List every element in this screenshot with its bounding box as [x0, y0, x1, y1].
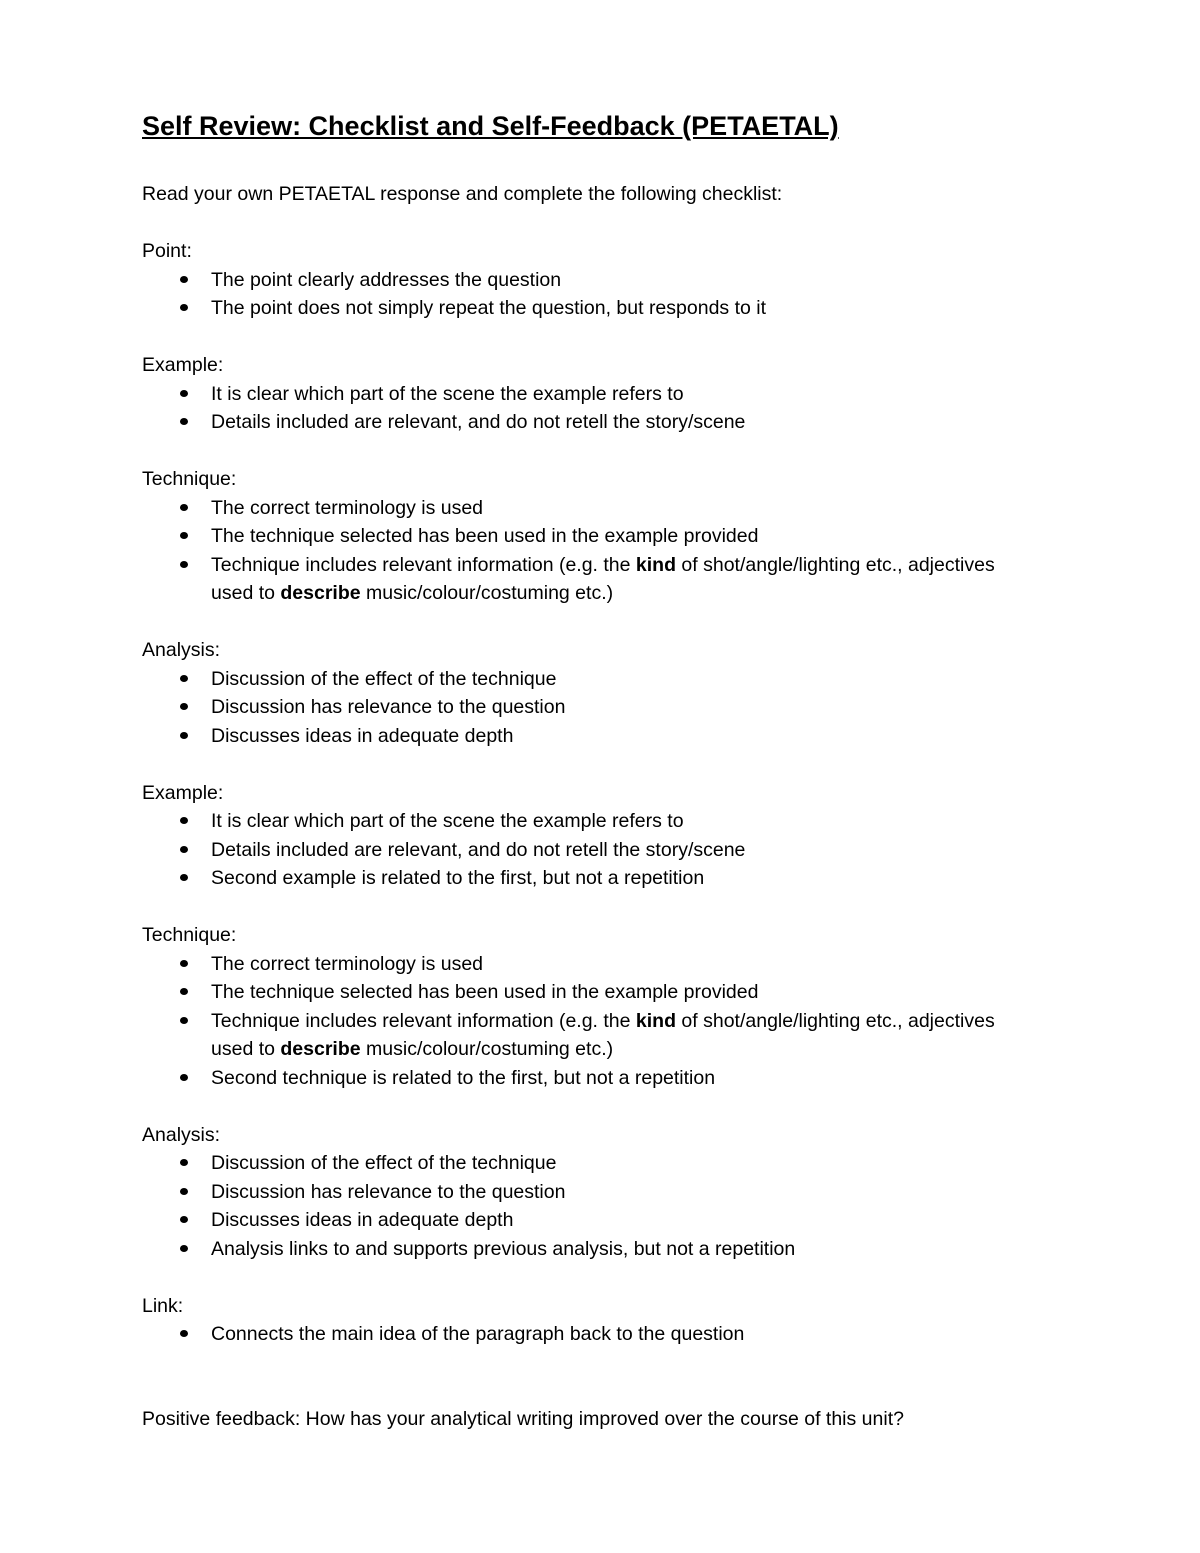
checklist-item	[142, 693, 1042, 722]
item-text: The point clearly addresses the question	[211, 268, 562, 291]
checklist	[142, 807, 1042, 893]
item-text: music/colour/costuming etc.)	[360, 582, 614, 604]
bullet-icon	[180, 960, 188, 967]
intro-text: Read your own PETAETAL response and complete the following checklist:	[142, 183, 783, 205]
emphasis-text: describe	[280, 582, 361, 604]
checklist-item	[142, 1235, 1042, 1264]
bullet-icon	[180, 1188, 188, 1195]
bullet-icon	[180, 1330, 188, 1337]
checklist-item	[142, 494, 1042, 523]
checklist-item	[142, 978, 1042, 1007]
bullet-icon	[180, 561, 188, 568]
item-text: Details included are relevant, and do not retell the story/scene	[211, 838, 746, 861]
feedback-prompt: Positive feedback: How has your analytical writing improved over the course of this unit?	[142, 1407, 904, 1430]
checklist	[142, 266, 1042, 323]
section-heading: Link:	[142, 1294, 184, 1317]
checklist-item	[142, 950, 1042, 979]
page-title: Self Review: Checklist and Self-Feedback (PETAETAL)	[142, 111, 839, 141]
bullet-icon	[180, 276, 188, 283]
bullet-icon	[180, 846, 188, 853]
item-text: It is clear which part of the scene the example refers to	[211, 382, 684, 405]
item-text: The point does not simply repeat the question, but responds to it	[211, 297, 767, 319]
item-text: of shot/angle/lighting etc., adjectives used to	[211, 1009, 995, 1060]
item-text: The correct terminology is used	[211, 952, 484, 975]
bullet-icon	[180, 504, 188, 511]
bullet-icon	[180, 418, 188, 425]
checklist-section	[142, 779, 1042, 893]
checklist-item	[142, 551, 1042, 608]
item-text: Second technique is related to the first, but not a repetition	[211, 1066, 716, 1089]
section-heading: Analysis:	[142, 639, 221, 661]
section-heading: Technique:	[142, 924, 237, 946]
checklist-section	[142, 351, 1042, 437]
checklist	[142, 494, 1042, 608]
item-text: Details included are relevant, and do not retell the story/scene	[211, 411, 746, 433]
bullet-icon	[180, 1017, 188, 1024]
checklist	[142, 1320, 1042, 1349]
checklist-section	[142, 921, 1042, 1092]
checklist-sections	[142, 237, 1042, 1349]
checklist-item	[142, 294, 1042, 323]
bullet-icon	[180, 732, 188, 739]
checklist	[142, 380, 1042, 437]
item-text: Discussion of the effect of the technique	[211, 667, 557, 690]
item-text: Discusses ideas in adequate depth	[211, 724, 514, 747]
checklist-section	[142, 1121, 1042, 1264]
bullet-icon	[180, 304, 188, 311]
item-text: Discussion has relevance to the question	[211, 1180, 566, 1203]
checklist-item	[142, 1320, 1042, 1349]
checklist-item	[142, 1206, 1042, 1235]
bullet-icon	[180, 390, 188, 397]
item-text: The technique selected has been used in the example provided	[211, 981, 759, 1003]
checklist-item	[142, 836, 1042, 865]
checklist-item	[142, 1149, 1042, 1178]
checklist	[142, 1149, 1042, 1263]
bullet-icon	[180, 1074, 188, 1081]
item-text: The technique selected has been used in the example provided	[211, 525, 759, 547]
bullet-icon	[180, 675, 188, 682]
checklist-item	[142, 722, 1042, 751]
checklist-item	[142, 522, 1042, 551]
checklist-item	[142, 1007, 1042, 1064]
checklist	[142, 950, 1042, 1093]
section-heading: Point:	[142, 240, 192, 262]
checklist-item	[142, 665, 1042, 694]
bullet-icon	[180, 532, 188, 539]
checklist	[142, 665, 1042, 751]
checklist-item	[142, 380, 1042, 409]
checklist-item	[142, 266, 1042, 295]
item-text: Second example is related to the first, but not a repetition	[211, 867, 705, 889]
bullet-icon	[180, 1216, 188, 1223]
document-page	[142, 108, 1042, 1453]
item-text: Analysis links to and supports previous analysis, but not a repetition	[211, 1237, 796, 1260]
item-text: Connects the main idea of the paragraph back to the question	[211, 1323, 745, 1345]
checklist-section	[142, 465, 1042, 608]
item-text: Discusses ideas in adequate depth	[211, 1209, 514, 1231]
emphasis-text: kind	[635, 553, 677, 576]
checklist-item	[142, 408, 1042, 437]
checklist-item	[142, 1064, 1042, 1093]
bullet-icon	[180, 1245, 188, 1252]
item-text: Technique includes relevant information (e.g. the	[211, 553, 636, 576]
section-heading: Analysis:	[142, 1123, 221, 1146]
checklist-item	[142, 864, 1042, 893]
checklist-section	[142, 1292, 1042, 1349]
item-text: The correct terminology is used	[211, 496, 484, 519]
item-text: It is clear which part of the scene the example refers to	[211, 810, 684, 832]
item-text: Discussion has relevance to the question	[211, 696, 566, 718]
checklist-item	[142, 807, 1042, 836]
emphasis-text: describe	[280, 1038, 361, 1060]
section-heading: Example:	[142, 354, 224, 376]
item-text: music/colour/costuming etc.)	[360, 1038, 614, 1060]
emphasis-text: kind	[635, 1009, 677, 1032]
section-heading: Example:	[142, 781, 224, 804]
item-text: of shot/angle/lighting etc., adjectives used to	[211, 553, 995, 604]
bullet-icon	[180, 1159, 188, 1166]
bullet-icon	[180, 817, 188, 824]
bullet-icon	[180, 703, 188, 710]
checklist-section	[142, 636, 1042, 750]
item-text: Discussion of the effect of the technique	[211, 1152, 557, 1174]
checklist-section	[142, 237, 1042, 323]
checklist-item	[142, 1178, 1042, 1207]
bullet-icon	[180, 988, 188, 995]
item-text: Technique includes relevant information (e.g. the	[211, 1009, 636, 1032]
bullet-icon	[180, 874, 188, 881]
section-heading: Technique:	[142, 468, 237, 490]
